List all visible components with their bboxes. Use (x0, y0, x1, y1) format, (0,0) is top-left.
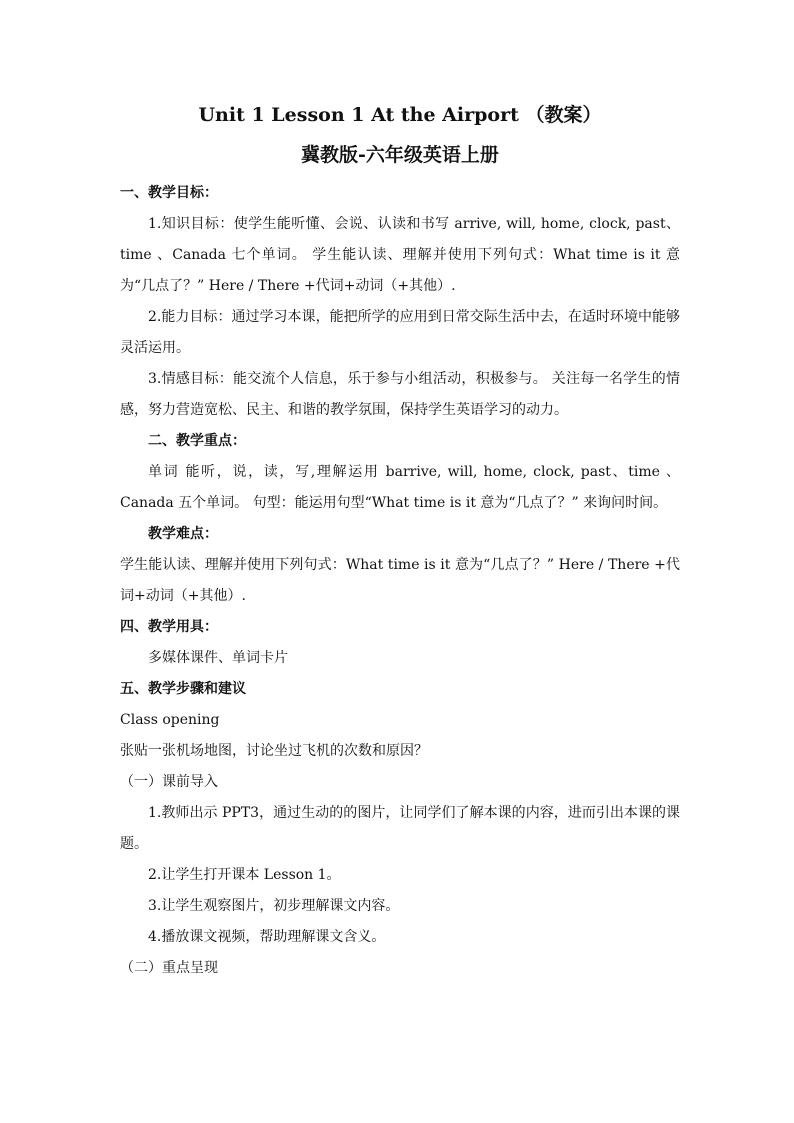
section-heading-objectives: 一、教学目标： (120, 185, 218, 201)
document-subtitle: 冀教版-六年级英语上册 (301, 144, 499, 166)
section-heading-difficulties: 教学难点： (148, 526, 218, 542)
paragraph-airport-map: 张贴一张机场地图，讨论坐过飞机的次数和原因？ (120, 743, 428, 759)
paragraph-ability-objective: 2.能力目标：通过学习本课，能把所学的应用到日常交际生活中去，在适时环境中能够灵活运用。 (120, 309, 680, 356)
document-page (120, 100, 680, 984)
paragraph-knowledge-objective: 1.知识目标：使学生能听懂、会说、认读和书写 arrive, will, home, clock, past、time 、Canada 七个单词。 学生能认读、理解并使用下列句式：What time is it 意为“几点了？” Here / There +代词+动词（+其他）. (120, 216, 680, 294)
document-title: Unit 1 Lesson 1 At the Airport （教案） (198, 104, 602, 126)
section-heading-key-points: 二、教学重点： (148, 433, 246, 449)
list-item-step-1: 1.教师出示 PPT3，通过生动的的图片，让同学们了解本课的内容，进而引出本课的课题。 (120, 805, 680, 852)
list-item-step-2: 2.让学生打开课本 Lesson 1。 (148, 867, 341, 883)
paragraph-key-points: 单词 能听，说，读，写,理解运用 barrive, will, home, clock, past、time 、Canada 五个单词。 句型：能运用句型“What time is it 意为“几点了？” 来询问时间。 (120, 464, 680, 511)
subheading-key-presentation: （二）重点呈现 (120, 960, 218, 976)
list-item-step-3: 3.让学生观察图片，初步理解课文内容。 (148, 898, 400, 914)
list-item-step-4: 4.播放课文视频，帮助理解课文含义。 (148, 929, 386, 945)
paragraph-emotion-objective: 3.情感目标：能交流个人信息，乐于参与小组活动，积极参与。 关注每一名学生的情感，努力营造宽松、民主、和谐的教学氛围，保持学生英语学习的动力。 (120, 371, 680, 418)
paragraph-class-opening: Class opening (120, 712, 220, 728)
section-heading-steps: 五、教学步骤和建议 (120, 681, 246, 697)
section-heading-tools: 四、教学用具： (120, 619, 218, 635)
paragraph-difficulties: 学生能认读、理解并使用下列句式：What time is it 意为“几点了？” Here / There +代词+动词（+其他）. (120, 557, 680, 604)
subheading-lead-in: （一）课前导入 (120, 774, 218, 790)
paragraph-tools: 多媒体课件、单词卡片 (148, 650, 288, 666)
